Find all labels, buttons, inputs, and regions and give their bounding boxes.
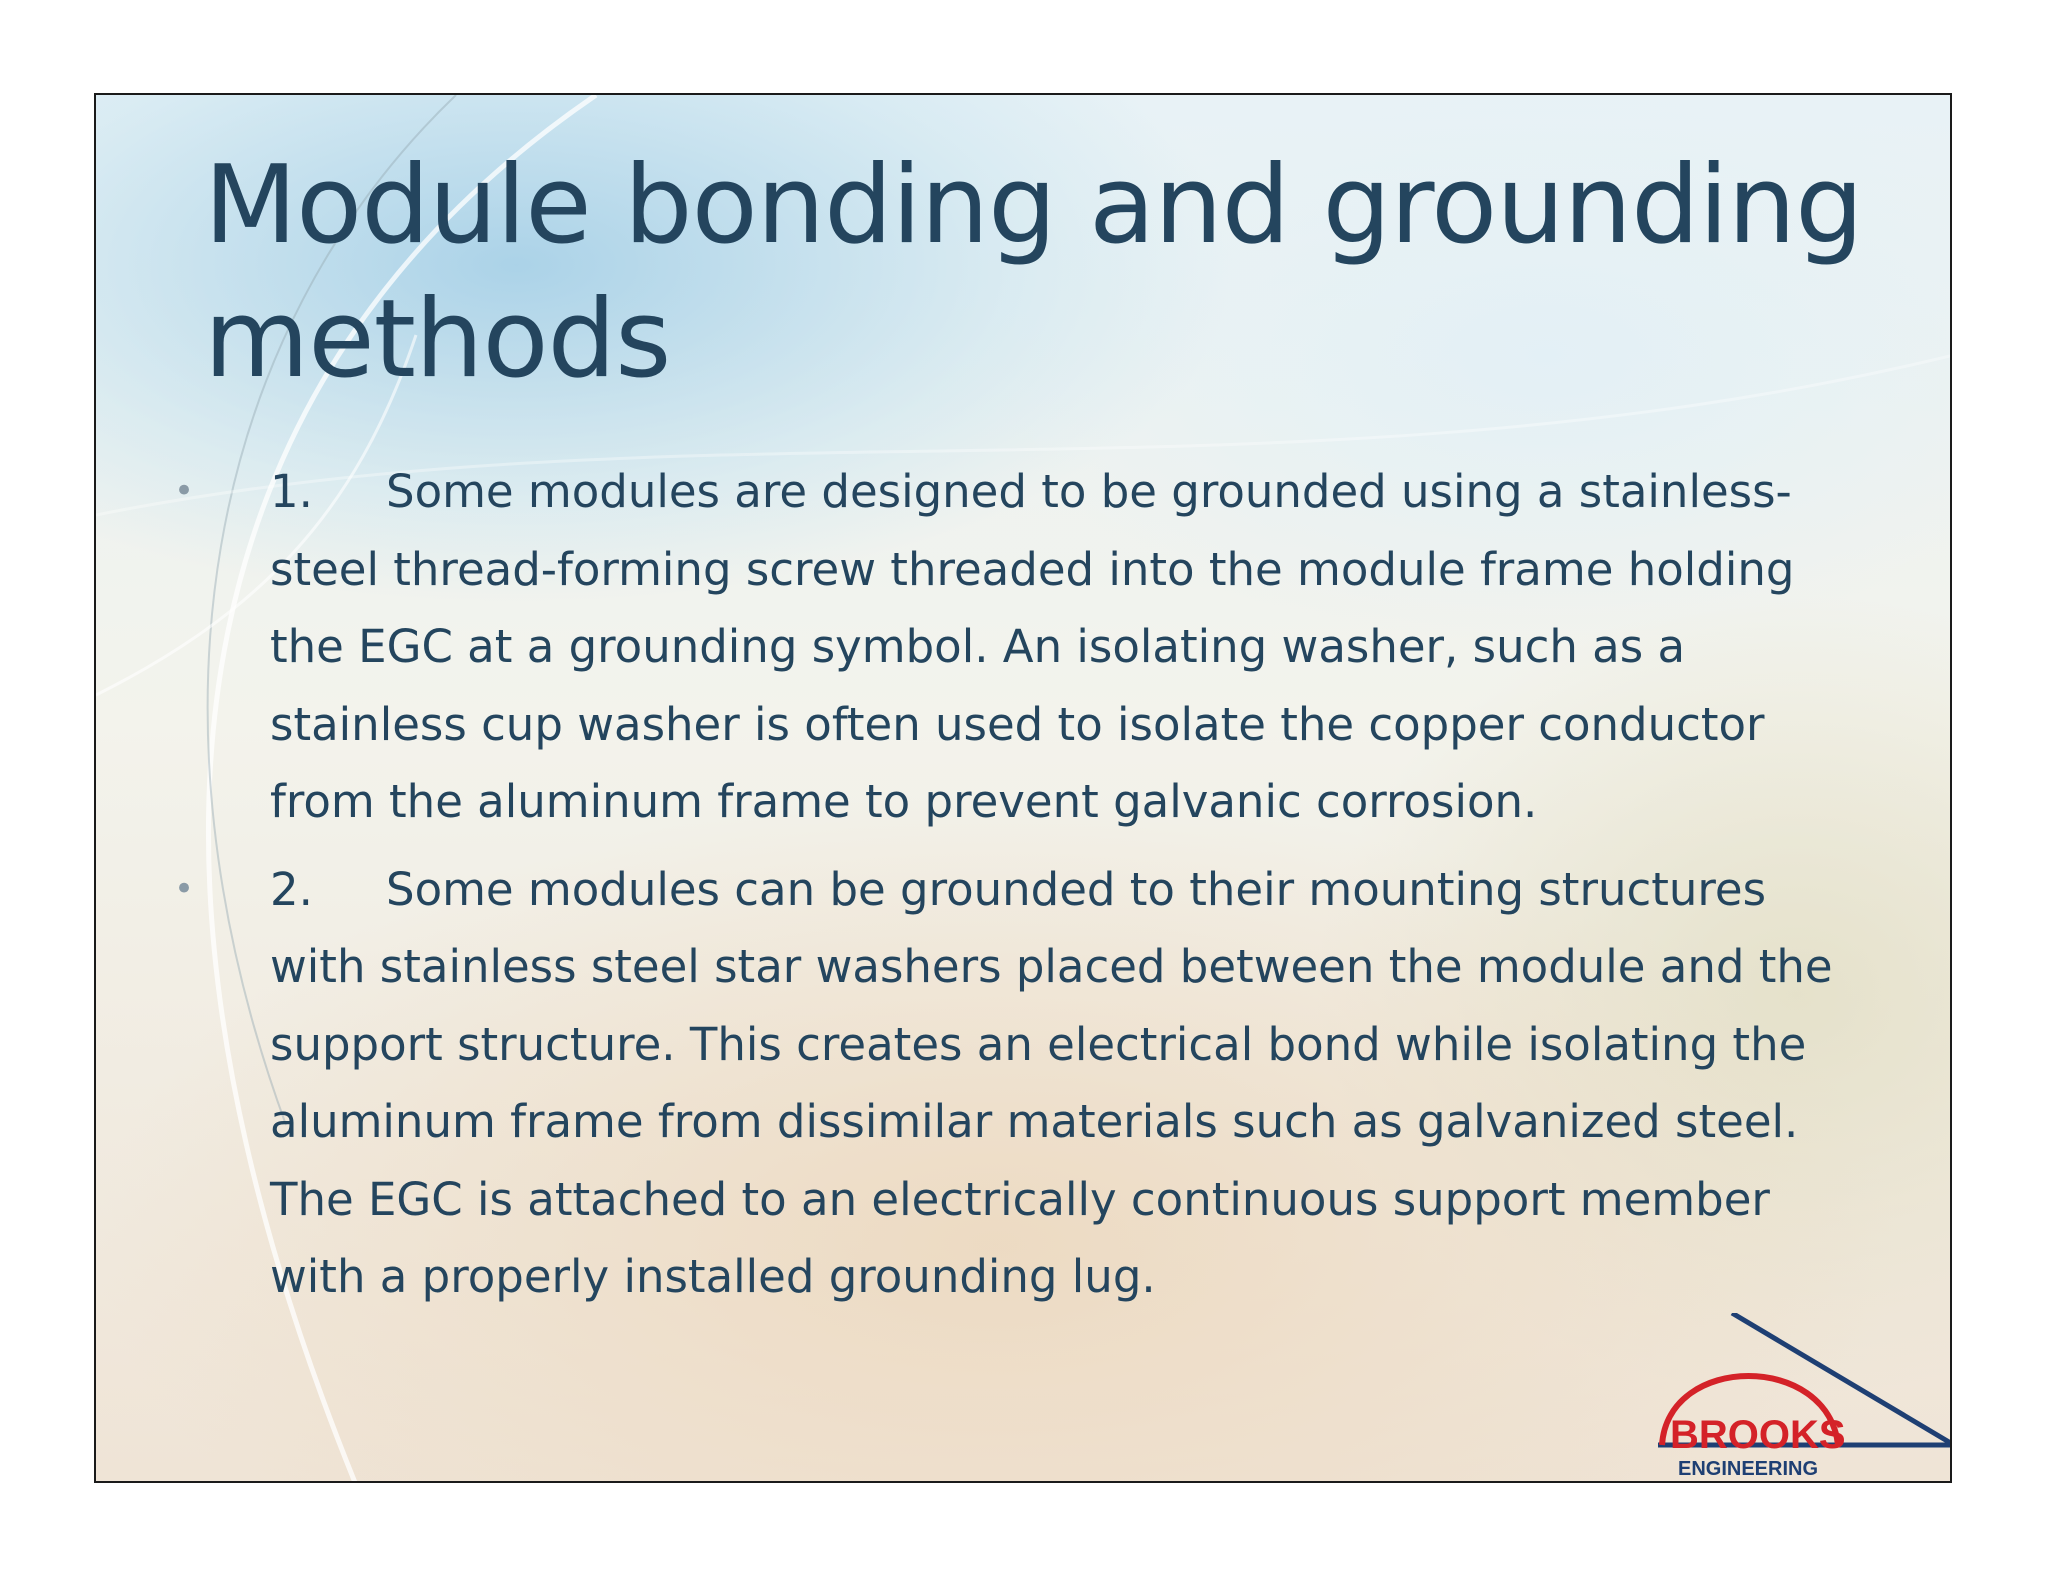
bullet-marker: • xyxy=(174,471,195,511)
logo-name: BROOKS xyxy=(1670,1413,1846,1457)
slide-title: Module bonding and grounding methods xyxy=(204,143,1863,402)
logo-subtitle: ENGINEERING xyxy=(1678,1458,1819,1480)
list-item xyxy=(174,453,1874,841)
slide xyxy=(94,93,1952,1483)
list-item-text: Some modules can be grounded to their mounting structures with stainless steel star washers placed between the module and the support structure. This creates an electrical bond while isolating the aluminum frame from dissimilar materials such as galvanized steel. The EGC is attached to an electrically continuous support member with a properly installed grounding lug. xyxy=(270,862,1833,1303)
list-item-number: 2. xyxy=(270,862,313,916)
bullet-list xyxy=(174,453,1874,1326)
list-item xyxy=(174,851,1874,1316)
list-item-text: Some modules are designed to be grounded using a stainless-steel thread-forming screw threaded into the module frame holding the EGC at a grounding symbol. An isolating washer, such as a stainless cup washer is often used to isolate the copper conductor from the aluminum frame to prevent galvanic corrosion. xyxy=(270,465,1795,828)
brooks-engineering-logo xyxy=(1658,1313,1952,1483)
list-item-number: 1. xyxy=(270,465,313,518)
bullet-marker: • xyxy=(174,868,195,909)
